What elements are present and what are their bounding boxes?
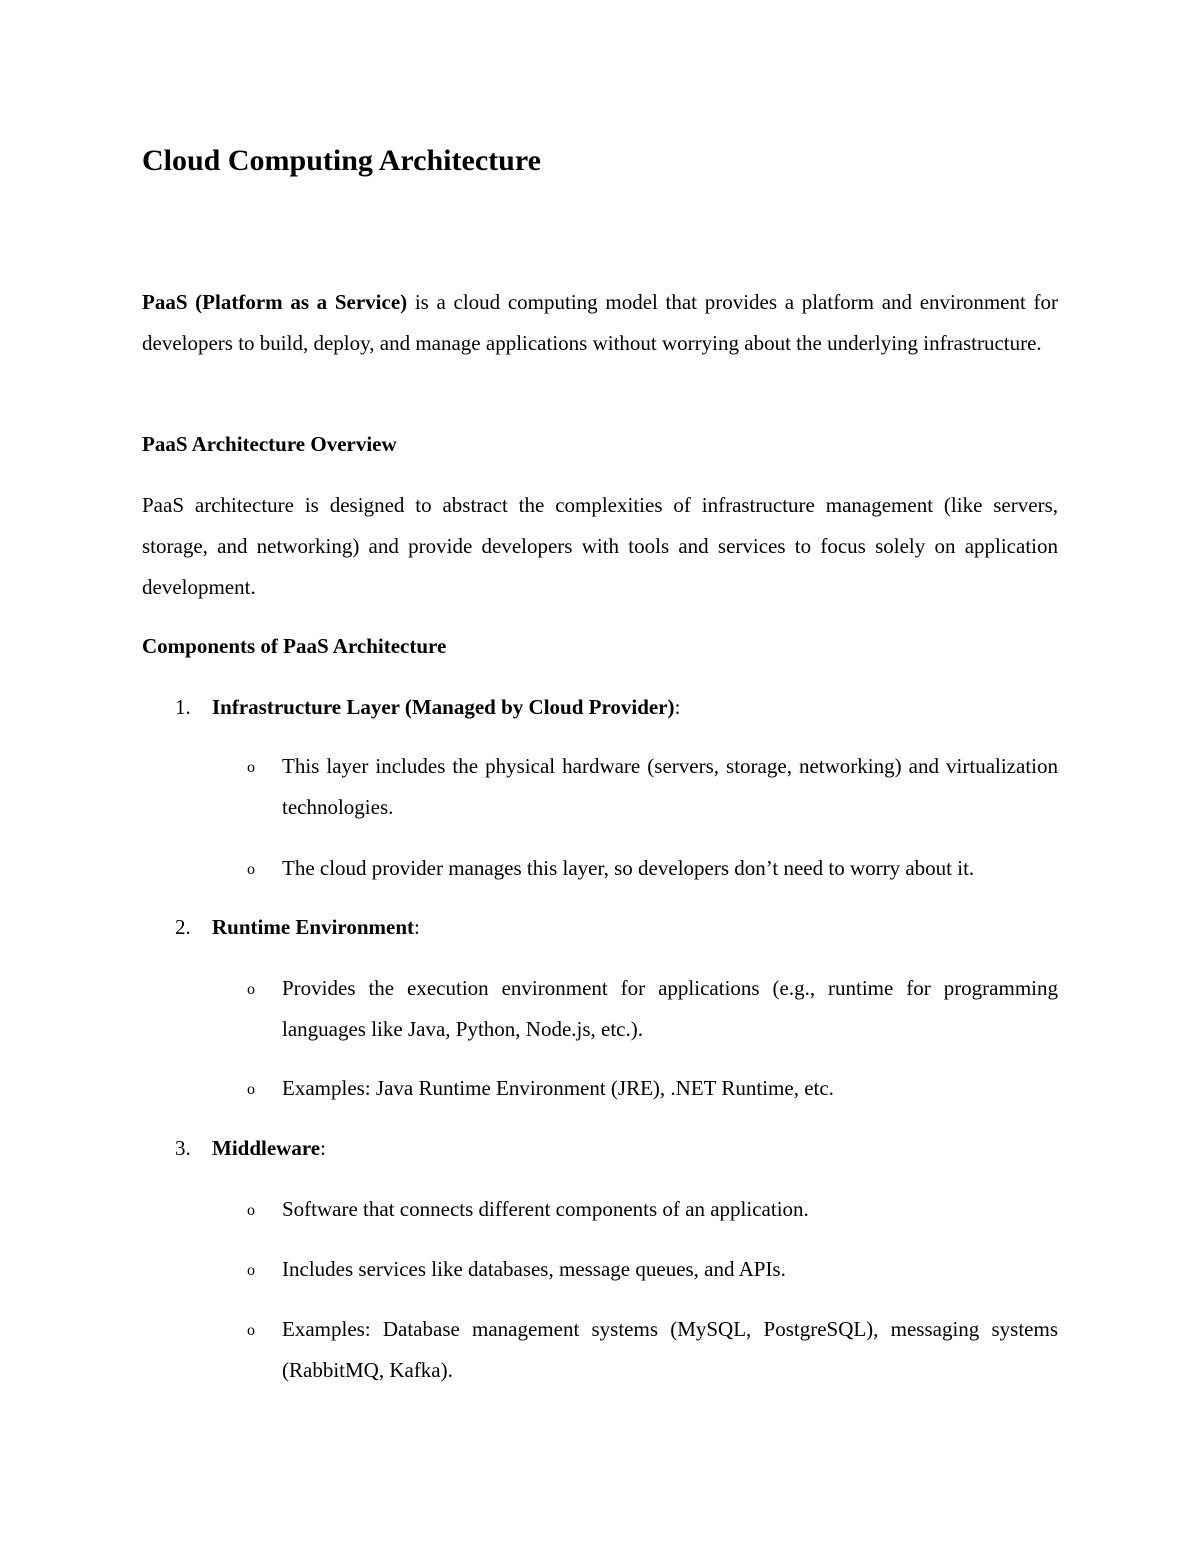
list-item: Examples: Database management systems (MySQL, PostgreSQL), messaging systems (RabbitMQ, Kafka). [282, 1317, 1058, 1382]
component-title-text: Infrastructure Layer (Managed by Cloud Provider) [212, 695, 675, 719]
overview-paragraph: PaaS architecture is designed to abstract the complexities of infrastructure management (like servers, storage, and networking) and provide developers with tools and services to focus solely on application development. [142, 493, 1058, 599]
list-item: Provides the execution environment for applications (e.g., runtime for programming languages like Java, Python, Node.js, etc.). [282, 976, 1058, 1041]
list-number: 1. [175, 695, 191, 719]
list-item: Includes services like databases, message queues, and APIs. [282, 1257, 786, 1281]
bullet-icon: o [247, 1262, 255, 1279]
components-heading: Components of PaaS Architecture [142, 634, 447, 658]
component-title-suffix: : [674, 695, 681, 719]
bullet-icon: o [247, 861, 255, 878]
component-title [212, 907, 420, 948]
component-title [212, 687, 680, 728]
list-item: Software that connects different components of an application. [282, 1197, 809, 1221]
list-number: 3. [175, 1136, 191, 1160]
list-item: Examples: Java Runtime Environment (JRE), .NET Runtime, etc. [282, 1076, 834, 1100]
component-title-suffix: : [320, 1136, 326, 1160]
list-number: 2. [175, 915, 191, 939]
component-title [212, 1128, 326, 1169]
component-title-suffix: : [414, 915, 420, 939]
bullet-icon: o [247, 981, 255, 998]
intro-paragraph [142, 282, 1058, 364]
component-title-text: Middleware [212, 1136, 321, 1160]
list-item: The cloud provider manages this layer, so developers don’t need to worry about it. [282, 856, 975, 880]
bullet-icon: o [247, 1081, 255, 1098]
overview-heading: PaaS Architecture Overview [142, 432, 397, 456]
bullet-icon: o [247, 759, 255, 776]
list-item: This layer includes the physical hardware (servers, storage, networking) and virtualization technologies. [282, 754, 1058, 819]
page-title: Cloud Computing Architecture [142, 144, 541, 177]
bullet-icon: o [247, 1322, 255, 1339]
component-title-text: Runtime Environment [212, 915, 415, 939]
bullet-icon: o [247, 1202, 255, 1219]
intro-term: PaaS (Platform as a Service) [142, 290, 408, 314]
intro-text: is a cloud computing model that provides a platform and environment for developers to build, deploy, and manage applications without worrying about the underlying infrastructure. [142, 290, 1058, 355]
